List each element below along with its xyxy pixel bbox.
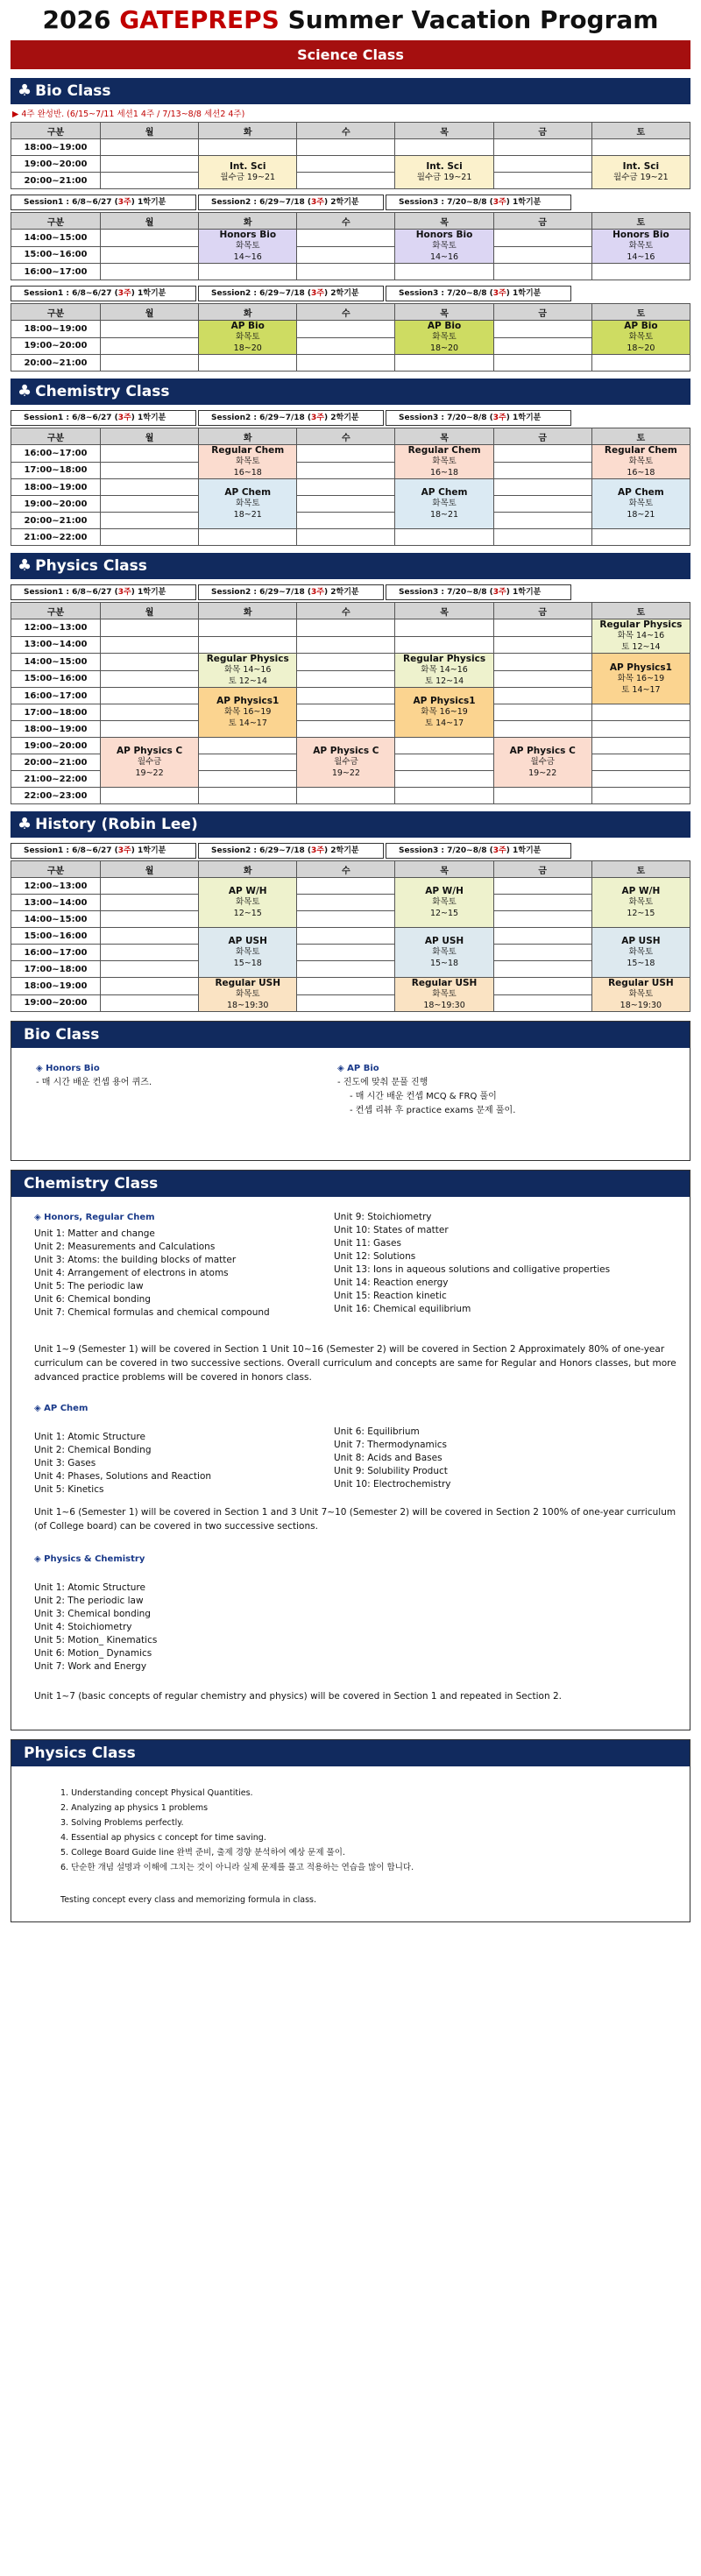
club-icon: ♣ <box>18 382 32 400</box>
chem-paragraph-2: Unit 1~6 (Semester 1) will be covered in Section 1 and 3 Unit 7~10 (Semester 2) will be covered in Section 2 100% of one-year curriculum (of College board) can be covered in two successive sections. <box>34 1507 676 1532</box>
class-int-sci: Int. Sci 월수금 19~21 <box>395 156 493 189</box>
class-ap-bio: AP Bio 화목토 18~20 <box>591 321 690 355</box>
class-ap-bio: AP Bio 화목토 18~20 <box>395 321 493 355</box>
day-header: 구분 <box>11 603 101 619</box>
class-regular-physics: Regular Physics 화목 14~16 토 12~14 <box>395 654 493 688</box>
list-item: 4. Essential ap physics c concept for time saving. <box>60 1833 266 1843</box>
list-item: Unit 7: Chemical formulas and chemical compound <box>34 1307 270 1318</box>
class-ap-physics1: AP Physics1 화목 16~19 토 14~17 <box>395 688 493 738</box>
honors-bio-info: ◈ Honors Bio - 매 시간 배운 컨셉 용어 퀴즈. <box>36 1064 152 1087</box>
chem-paragraph-1: Unit 1~9 (Semester 1) will be covered in Section 1 Unit 10~16 (Semester 2) will be covered in Section 2 Approximately 80% of one-year curriculum can be covered in two successive sections. Overall curriculum and concepts are same for Regular and Honors classes, but more advanced practice problems will be covered in honors class. <box>34 1344 676 1383</box>
bio-schedule-1: 구분 월 화 수 목 금 토 18:00~19:00 19:00~20:00 Int. Sci 월수금 19~21 Int. Sci 월수금 19~21 Int. Sci 월수금 19~21 20:00~21:00 <box>11 122 690 189</box>
session-label: Session3 : 7/20~8/8 (3주) 1학기분 <box>386 410 571 426</box>
day-header: 수 <box>297 861 395 878</box>
class-ap-wh: AP W/H 화목토 12~15 <box>591 878 690 928</box>
class-ap-ush: AP USH 화목토 15~18 <box>591 928 690 978</box>
list-item: Unit 7: Thermodynamics <box>334 1440 447 1450</box>
day-header: 목 <box>395 213 493 230</box>
class-ap-chem: AP Chem 화목토 18~21 <box>591 479 690 529</box>
bio-note: ▶ 4주 완성반. (6/15~7/11 세션1 4주 / 7/13~8/8 세션2 4주) <box>12 110 245 119</box>
physics-info-box: Physics Class 1. Understanding concept Physical Quantities. 2. Analyzing ap physics 1 problems 3. Solving Problems perfectly. 4. Essential ap physics c concept for time saving. 5. College Board Guide line 완벽 준비, 출제 경향 분석하여 예상 문제 풀이. 6. 단순한 개념 설명과 이해에 그치는 것이 아니라 실제 문제를 풀고 적용하는 연습을 많이 합니다. Testing concept every class and memorizing formula in class. <box>11 1739 690 1922</box>
session-label: Session1 : 6/8~6/27 (3주) 1학기분 <box>11 584 196 600</box>
list-item: 6. 단순한 개념 설명과 이해에 그치는 것이 아니라 실제 문제를 풀고 적용하는 연습을 많이 합니다. <box>60 1863 414 1872</box>
day-header: 월 <box>101 603 199 619</box>
list-item: Unit 4: Arrangement of electrons in atoms <box>34 1268 229 1278</box>
session-label: Session3 : 7/20~8/8 (3주) 1학기분 <box>386 584 571 600</box>
session-label: Session1 : 6/8~6/27 (3주) 1학기분 <box>11 195 196 210</box>
day-header: 토 <box>591 603 690 619</box>
day-header: 화 <box>199 603 297 619</box>
list-item: Unit 9: Stoichiometry <box>334 1212 432 1222</box>
session-labels <box>11 195 690 210</box>
list-item: Unit 4: Phases, Solutions and Reaction <box>34 1471 212 1482</box>
class-ap-wh: AP W/H 화목토 12~15 <box>199 878 297 928</box>
list-item: Unit 15: Reaction kinetic <box>334 1291 447 1301</box>
day-header: 월 <box>101 304 199 321</box>
session-label: Session2 : 6/29~7/18 (3주) 2학기분 <box>198 843 384 859</box>
session-label: Session2 : 6/29~7/18 (3주) 2학기분 <box>198 584 384 600</box>
day-header: 수 <box>297 304 395 321</box>
day-header: 구분 <box>11 123 101 139</box>
list-item: Unit 6: Chemical bonding <box>34 1294 151 1305</box>
section-header-history: ♣ History (Robin Lee) <box>11 811 690 838</box>
bio-info-box: Bio Class ◈ Honors Bio - 매 시간 배운 컨셉 용어 퀴즈. ◈ AP Bio - 진도에 맞춰 문풀 진행 - 매 시간 배운 컨셉 MCQ & FRQ 풀이 - 컨셉 리뷰 후 practice exams 문제 풀이. <box>11 1021 690 1161</box>
session-label: Session2 : 6/29~7/18 (3주) 2학기분 <box>198 410 384 426</box>
list-item: Unit 2: Measurements and Calculations <box>34 1242 216 1252</box>
club-icon: ♣ <box>18 815 32 833</box>
class-ap-physics-c: AP Physics C 월수금 19~22 <box>101 738 199 788</box>
list-item: Unit 9: Solubility Product <box>334 1466 448 1476</box>
class-regular-chem: Regular Chem 화목토 16~18 <box>199 445 297 479</box>
class-ap-chem: AP Chem 화목토 18~21 <box>395 479 493 529</box>
list-item: Unit 4: Stoichiometry <box>34 1622 132 1632</box>
list-item: Unit 14: Reaction energy <box>334 1277 449 1288</box>
list-item: Unit 5: The periodic law <box>34 1281 144 1292</box>
day-header: 금 <box>493 861 591 878</box>
class-ap-bio: AP Bio 화목토 18~20 <box>199 321 297 355</box>
day-header: 수 <box>297 603 395 619</box>
list-item: Unit 11: Gases <box>334 1238 401 1249</box>
chem-paragraph-3: Unit 1~7 (basic concepts of regular chemistry and physics) will be covered in Section 1 and repeated in Section 2. <box>34 1691 562 1702</box>
list-item: Unit 6: Motion_ Dynamics <box>34 1648 152 1659</box>
day-header: 금 <box>493 603 591 619</box>
class-regular-physics: Regular Physics 화목 14~16 토 12~14 <box>591 619 690 654</box>
list-item: Unit 7: Work and Energy <box>34 1661 147 1672</box>
day-header: 구분 <box>11 213 101 230</box>
class-regular-ush: Regular USH 화목토 18~19:30 <box>395 978 493 1012</box>
day-header: 화 <box>199 861 297 878</box>
class-ap-physics1: AP Physics1 화목 16~19 토 14~17 <box>591 654 690 704</box>
list-item: Unit 2: The periodic law <box>34 1596 144 1606</box>
list-item: Unit 5: Motion_ Kinematics <box>34 1635 158 1645</box>
day-header: 금 <box>493 123 591 139</box>
day-header: 목 <box>395 861 493 878</box>
section-header-physics: ♣ Physics Class <box>11 553 690 579</box>
physics-schedule: 구분 월 화 수 목 금 토 12:00~13:00 Regular Physics 화목 14~16 토 12~14 13:00~14:00 14:00~15:00 Regular Physics 화목 14~16 토 12~14 Regular Physics 화목 14~16 토 12~14 AP Physics1 화목 16~19 토 14~17 15:00~16:00 16:00~17:00 AP Physics1 화목 16~19 토 14~17 AP Physics1 화목 16~19 토 14~17 17:00~18:00 18:00~19:00 19:00~20:00 AP Physics C 월수금 19~22 AP Physics C 월수금 19~22 AP Physics C 월수금 19~22 20:00~21:00 21:00~22:00 22:00~23:00 <box>11 602 690 804</box>
session-label: Session1 : 6/8~6/27 (3주) 1학기분 <box>11 286 196 301</box>
list-item: Unit 3: Chemical bonding <box>34 1609 151 1619</box>
class-regular-chem: Regular Chem 화목토 16~18 <box>591 445 690 479</box>
class-regular-chem: Regular Chem 화목토 16~18 <box>395 445 493 479</box>
class-ap-chem: AP Chem 화목토 18~21 <box>199 479 297 529</box>
session-label: Session1 : 6/8~6/27 (3주) 1학기분 <box>11 410 196 426</box>
day-header: 월 <box>101 428 199 445</box>
session-labels <box>11 843 690 859</box>
chem-schedule: 구분 월 화 수 목 금 토 16:00~17:00 Regular Chem 화목토 16~18 Regular Chem 화목토 16~18 Regular Chem 화목토 16~18 17:00~18:00 18:00~19:00 AP Chem 화목토 18~21 AP Chem 화목토 18~21 AP Chem 화목토 18~21 19:00~20:00 20:00~21:00 21:00~22:00 <box>11 428 690 546</box>
day-header: 목 <box>395 304 493 321</box>
day-header: 금 <box>493 428 591 445</box>
class-int-sci: Int. Sci 월수금 19~21 <box>591 156 690 189</box>
day-header: 토 <box>591 861 690 878</box>
day-header: 토 <box>591 213 690 230</box>
session-label: Session3 : 7/20~8/8 (3주) 1학기분 <box>386 195 571 210</box>
session-label: Session3 : 7/20~8/8 (3주) 1학기분 <box>386 286 571 301</box>
list-item: Unit 13: Ions in aqueous solutions and colligative properties <box>334 1264 611 1275</box>
session-labels <box>11 584 690 600</box>
list-item: Unit 1: Atomic Structure <box>34 1582 145 1593</box>
day-header: 화 <box>199 428 297 445</box>
list-item: Unit 12: Solutions <box>334 1251 416 1262</box>
class-int-sci: Int. Sci 월수금 19~21 <box>199 156 297 189</box>
section-header-chem: ♣ Chemistry Class <box>11 379 690 405</box>
day-header: 토 <box>591 123 690 139</box>
day-header: 목 <box>395 123 493 139</box>
day-header: 월 <box>101 213 199 230</box>
bio-schedule-3: 구분 월 화 수 목 금 토 18:00~19:00 AP Bio 화목토 18~20 AP Bio 화목토 18~20 AP Bio 화목토 18~20 19:00~20:00 20:00~21:00 <box>11 303 690 372</box>
bio-schedule-2: 구분 월 화 수 목 금 토 14:00~15:00 Honors Bio 화목토 14~16 Honors Bio 화목토 14~16 Honors Bio 화목토 14~16 15:00~16:00 16:00~17:00 <box>11 212 690 280</box>
day-header: 수 <box>297 123 395 139</box>
class-ap-physics1: AP Physics1 화목 16~19 토 14~17 <box>199 688 297 738</box>
list-item: 2. Analyzing ap physics 1 problems <box>60 1803 209 1813</box>
history-schedule: 구분 월 화 수 목 금 토 12:00~13:00 AP W/H 화목토 12~15 AP W/H 화목토 12~15 AP W/H 화목토 12~15 13:00~14:00 14:00~15:00 15:00~16:00 AP USH 화목토 15~18 AP USH 화목토 15~18 AP USH 화목토 15~18 16:00~17:00 17:00~18:00 18:00~19:00 Regular USH 화목토 18~19:30 Regular USH 화목토 18~19:30 Regular USH 화목토 18~19:30 19:00~20:00 <box>11 860 690 1012</box>
list-item: Unit 6: Equilibrium <box>334 1426 420 1437</box>
list-item: Unit 1: Atomic Structure <box>34 1432 145 1442</box>
chem-info-box: Chemistry Class ◈ Honors, Regular Chem Unit 1: Matter and change Unit 2: Measurements and Calculations Unit 3: Atoms: the building blocks of matter Unit 4: Arrangement of electrons in atoms Unit 5: The periodic law Unit 6: Chemical bonding Unit 7: Chemical formulas and chemical compound Unit 9: Stoichiometry Unit 10: States of matter Unit 11: Gases Unit 12: Solutions Unit 13: Ions in aqueous solutions and colligative properties Unit 14: Reaction energy Unit 15: Reaction kinetic Unit 16: Chemical equilibrium Unit 1~9 (Semester 1) will be covered in Section 1 Unit 10~16 (Semester 2) will be covered in Section 2 Approximately 80% of one-year curriculum can be covered in two successive sections. Overall curriculum and concepts are same for Regular and Honors classes, but more advanced practice problems will be covered in honors class. ◈ AP Chem Unit 1: Atomic Structure Unit 2: Chemical Bonding Unit 3: Gases Unit 4: Phases, Solutions and Reaction Unit 5: Kinetics Unit 6: Equilibrium Unit 7: Thermodynamics Unit 8: Acids and Bases Unit 9: Solubility Product Unit 10: Electrochemistry Unit 1~6 (Semester 1) will be covered in Section 1 and 3 Unit 7~10 (Semester 2) will be covered in Section 2 100% of one-year curriculum (of College board) can be covered in two successive sections. ◈ Physics & Chemistry Unit 1: Atomic Structure Unit 2: The periodic law Unit 3: Chemical bonding Unit 4: Stoichiometry Unit 5: Motion_ Kinematics Unit 6: Motion_ Dynamics Unit 7: Work and Energy Unit 1~7 (basic concepts of regular chemistry and physics) will be covered in Section 1 and repeated in Section 2. <box>11 1170 690 1730</box>
day-header: 구분 <box>11 304 101 321</box>
list-item: Unit 1: Matter and change <box>34 1228 155 1239</box>
list-item: 5. College Board Guide line 완벽 준비, 출제 경향 분석하여 예상 문제 풀이. <box>60 1848 345 1858</box>
day-header: 목 <box>395 428 493 445</box>
class-ap-ush: AP USH 화목토 15~18 <box>395 928 493 978</box>
session-label: Session3 : 7/20~8/8 (3주) 1학기분 <box>386 843 571 859</box>
class-regular-physics: Regular Physics 화목 14~16 토 12~14 <box>199 654 297 688</box>
session-labels <box>11 410 690 426</box>
list-item: Unit 16: Chemical equilibrium <box>334 1304 471 1314</box>
list-item: Unit 3: Gases <box>34 1458 96 1468</box>
day-header: 월 <box>101 861 199 878</box>
day-header: 금 <box>493 213 591 230</box>
session-labels <box>11 286 690 301</box>
club-icon: ♣ <box>18 81 32 100</box>
page-title: 2026 GATEPREPS Summer Vacation Program <box>42 5 659 34</box>
day-header: 구분 <box>11 861 101 878</box>
class-ap-physics-c: AP Physics C 월수금 19~22 <box>297 738 395 788</box>
class-ap-physics-c: AP Physics C 월수금 19~22 <box>493 738 591 788</box>
list-item: Unit 10: States of matter <box>334 1225 449 1235</box>
list-item: Unit 3: Atoms: the building blocks of matter <box>34 1255 237 1265</box>
day-header: 토 <box>591 428 690 445</box>
class-regular-ush: Regular USH 화목토 18~19:30 <box>591 978 690 1012</box>
day-header: 화 <box>199 304 297 321</box>
list-item: 3. Solving Problems perfectly. <box>60 1818 184 1828</box>
day-header: 수 <box>297 428 395 445</box>
session-label: Session2 : 6/29~7/18 (3주) 2학기분 <box>198 286 384 301</box>
list-item: Unit 10: Electrochemistry <box>334 1479 451 1490</box>
list-item: Unit 5: Kinetics <box>34 1484 104 1495</box>
day-header: 월 <box>101 123 199 139</box>
brand-name: GATEPREPS <box>119 5 280 34</box>
section-header-bio: ♣ Bio Class <box>11 78 690 104</box>
class-regular-ush: Regular USH 화목토 18~19:30 <box>199 978 297 1012</box>
class-ap-wh: AP W/H 화목토 12~15 <box>395 878 493 928</box>
list-item: Unit 2: Chemical Bonding <box>34 1445 152 1455</box>
day-header: 수 <box>297 213 395 230</box>
day-header: 목 <box>395 603 493 619</box>
list-item: 1. Understanding concept Physical Quantities. <box>60 1788 253 1798</box>
session-label: Session2 : 6/29~7/18 (3주) 2학기분 <box>198 195 384 210</box>
class-ap-ush: AP USH 화목토 15~18 <box>199 928 297 978</box>
club-icon: ♣ <box>18 556 32 575</box>
class-honors-bio: Honors Bio 화목토 14~16 <box>591 230 690 264</box>
science-class-banner: Science Class <box>11 40 690 69</box>
class-honors-bio: Honors Bio 화목토 14~16 <box>199 230 297 264</box>
list-item: Unit 8: Acids and Bases <box>334 1453 443 1463</box>
day-header: 금 <box>493 304 591 321</box>
ap-bio-info: ◈ AP Bio - 진도에 맞춰 문풀 진행 - 매 시간 배운 컨셉 MCQ & FRQ 풀이 - 컨셉 리뷰 후 practice exams 문제 풀이. <box>337 1064 516 1115</box>
day-header: 화 <box>199 123 297 139</box>
class-honors-bio: Honors Bio 화목토 14~16 <box>395 230 493 264</box>
session-label: Session1 : 6/8~6/27 (3주) 1학기분 <box>11 843 196 859</box>
day-header: 화 <box>199 213 297 230</box>
day-header: 토 <box>591 304 690 321</box>
day-header: 구분 <box>11 428 101 445</box>
